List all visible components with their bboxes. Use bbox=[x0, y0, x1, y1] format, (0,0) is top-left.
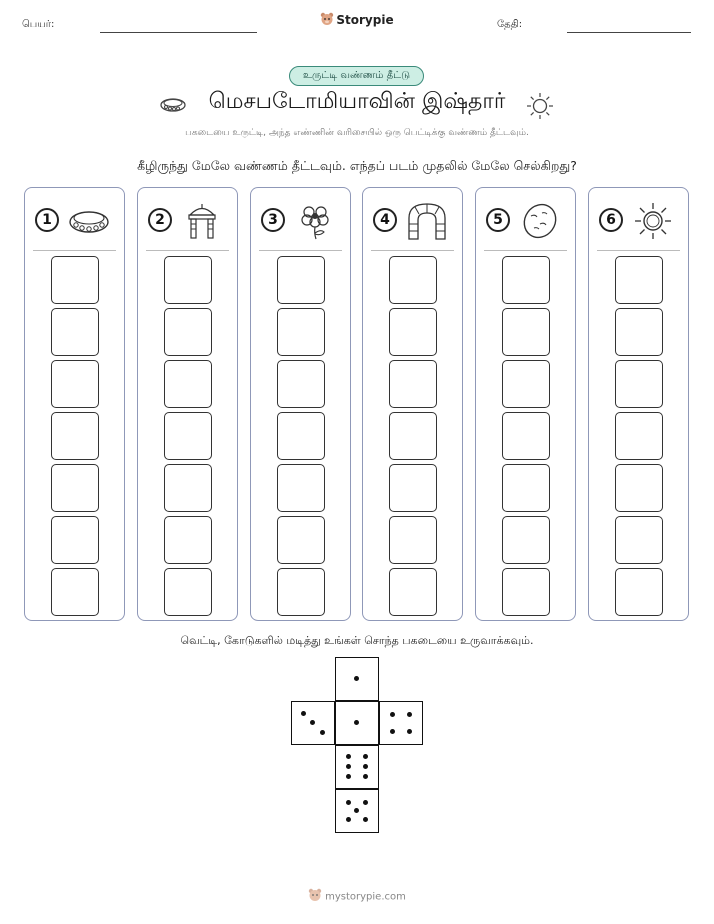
color-box[interactable] bbox=[277, 464, 325, 512]
color-box[interactable] bbox=[502, 256, 550, 304]
color-box[interactable] bbox=[389, 308, 437, 356]
column-divider bbox=[146, 250, 229, 251]
color-box[interactable] bbox=[389, 464, 437, 512]
bracelet-icon bbox=[67, 202, 111, 240]
color-box[interactable] bbox=[615, 516, 663, 564]
dice-face-5 bbox=[335, 789, 379, 833]
color-box[interactable] bbox=[502, 516, 550, 564]
dice-pip bbox=[407, 712, 412, 717]
stone-arch-icon bbox=[405, 202, 449, 240]
column-number: 3 bbox=[261, 208, 285, 232]
color-box[interactable] bbox=[51, 516, 99, 564]
dice-pip bbox=[354, 808, 359, 813]
name-label: பெயர்: bbox=[22, 19, 55, 30]
bear-icon bbox=[308, 888, 322, 905]
column-divider bbox=[259, 250, 342, 251]
color-box[interactable] bbox=[389, 568, 437, 616]
dice-pip bbox=[363, 817, 368, 822]
color-box[interactable] bbox=[615, 256, 663, 304]
column-4 bbox=[362, 187, 463, 621]
color-box[interactable] bbox=[615, 412, 663, 460]
color-box[interactable] bbox=[164, 568, 212, 616]
dice-pip bbox=[346, 817, 351, 822]
color-box[interactable] bbox=[615, 568, 663, 616]
sun-icon bbox=[631, 202, 675, 240]
color-box[interactable] bbox=[389, 256, 437, 304]
brand-logo bbox=[0, 12, 714, 29]
date-fruit-icon bbox=[518, 202, 562, 240]
dice-pip bbox=[363, 800, 368, 805]
question-text: கீழிருந்து மேலே வண்ணம் தீட்டவும். எந்தப் படம் முதலில் மேலே செல்கிறது? bbox=[137, 158, 577, 173]
color-box[interactable] bbox=[502, 464, 550, 512]
brand-name: Storypie bbox=[336, 13, 394, 27]
color-box[interactable] bbox=[164, 464, 212, 512]
dice-pip bbox=[354, 676, 359, 681]
column-number: 1 bbox=[35, 208, 59, 232]
color-box[interactable] bbox=[51, 360, 99, 408]
column-2 bbox=[137, 187, 238, 621]
color-box[interactable] bbox=[277, 308, 325, 356]
page-title: மெசபடோமியாவின் இஷ்தார் bbox=[208, 89, 506, 114]
color-box[interactable] bbox=[389, 360, 437, 408]
color-box[interactable] bbox=[164, 516, 212, 564]
dice-pip bbox=[346, 774, 351, 779]
color-box[interactable] bbox=[277, 256, 325, 304]
color-box[interactable] bbox=[277, 412, 325, 460]
color-box[interactable] bbox=[164, 256, 212, 304]
color-box[interactable] bbox=[615, 308, 663, 356]
dice-face-1-center bbox=[335, 701, 379, 745]
dice-pip bbox=[310, 720, 315, 725]
dice-pip bbox=[363, 764, 368, 769]
subtitle: பகடையை உருட்டி, அந்த எண்ணின் வரிசையில் ஒரு பெட்டிக்கு வண்ணம் தீட்டவும். bbox=[185, 128, 529, 138]
dice-face-3 bbox=[291, 701, 335, 745]
column-number: 5 bbox=[486, 208, 510, 232]
color-box[interactable] bbox=[502, 568, 550, 616]
dice-pip bbox=[390, 729, 395, 734]
name-line[interactable] bbox=[100, 32, 257, 33]
title-sun-icon bbox=[526, 92, 554, 124]
dice-pip bbox=[346, 764, 351, 769]
column-1 bbox=[24, 187, 125, 621]
dice-pip bbox=[390, 712, 395, 717]
color-box[interactable] bbox=[502, 308, 550, 356]
column-number: 4 bbox=[373, 208, 397, 232]
color-box[interactable] bbox=[502, 412, 550, 460]
dice-pip bbox=[354, 720, 359, 725]
color-box[interactable] bbox=[51, 412, 99, 460]
color-box[interactable] bbox=[51, 308, 99, 356]
color-box[interactable] bbox=[389, 516, 437, 564]
dice-pip bbox=[320, 730, 325, 735]
column-divider bbox=[33, 250, 116, 251]
color-box[interactable] bbox=[502, 360, 550, 408]
color-box[interactable] bbox=[51, 256, 99, 304]
dice-face-6 bbox=[335, 745, 379, 789]
color-box[interactable] bbox=[389, 412, 437, 460]
color-box[interactable] bbox=[51, 568, 99, 616]
column-number: 6 bbox=[599, 208, 623, 232]
color-box[interactable] bbox=[615, 464, 663, 512]
dice-pip bbox=[407, 729, 412, 734]
date-label: தேதி: bbox=[497, 19, 523, 30]
dice-face-1 bbox=[335, 657, 379, 701]
column-3 bbox=[250, 187, 351, 621]
flower-icon bbox=[293, 202, 337, 240]
color-box[interactable] bbox=[164, 308, 212, 356]
dice-pip bbox=[301, 711, 306, 716]
color-box[interactable] bbox=[615, 360, 663, 408]
dice-pip bbox=[363, 754, 368, 759]
color-box[interactable] bbox=[51, 464, 99, 512]
color-box[interactable] bbox=[277, 360, 325, 408]
cut-instruction: வெட்டி, கோடுகளில் மடித்து உங்கள் சொந்த பகடையை உருவாக்கவும். bbox=[180, 634, 534, 647]
bear-icon bbox=[320, 12, 334, 29]
dice-face-4 bbox=[379, 701, 423, 745]
column-divider bbox=[484, 250, 567, 251]
column-6 bbox=[588, 187, 689, 621]
column-5 bbox=[475, 187, 576, 621]
date-line[interactable] bbox=[567, 32, 691, 33]
color-box[interactable] bbox=[277, 568, 325, 616]
dice-pip bbox=[346, 800, 351, 805]
column-divider bbox=[371, 250, 454, 251]
dice-pip bbox=[363, 774, 368, 779]
temple-gate-icon bbox=[180, 202, 224, 240]
footer-url[interactable]: mystorypie.com bbox=[325, 891, 406, 903]
color-box[interactable] bbox=[164, 360, 212, 408]
activity-badge: உருட்டி வண்ணம் தீட்டு bbox=[289, 66, 424, 86]
column-divider bbox=[597, 250, 680, 251]
dice-pip bbox=[346, 754, 351, 759]
column-number: 2 bbox=[148, 208, 172, 232]
footer bbox=[0, 888, 714, 905]
color-box[interactable] bbox=[277, 516, 325, 564]
color-box[interactable] bbox=[164, 412, 212, 460]
